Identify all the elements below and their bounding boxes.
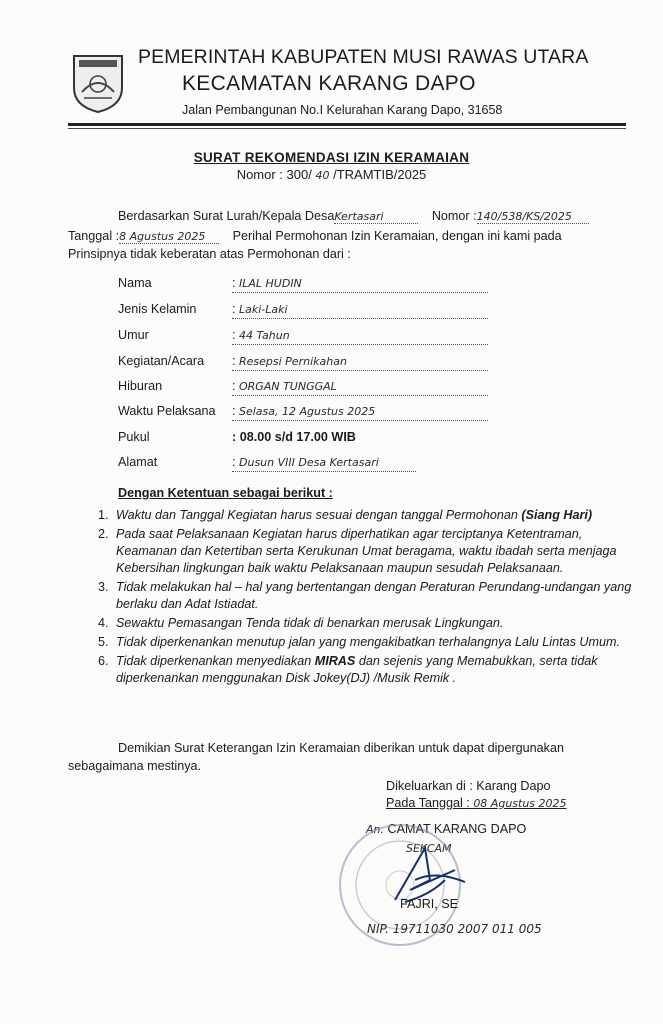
field-label-hiburan: Hiburan bbox=[118, 379, 163, 393]
letter-title: SURAT REKOMENDASI IZIN KERAMAIAN bbox=[193, 150, 470, 165]
signer-name: FAJRI, SE bbox=[400, 897, 459, 911]
kop-kecamatan: KECAMATAN KARANG DAPO bbox=[182, 72, 476, 95]
list-item: 3. Tidak melakukan hal – hal yang bertentangan dengan Peraturan Perundang-undangan yang berlaku dan Adat Istiadat. bbox=[98, 580, 632, 611]
pada-tanggal: Pada Tanggal : 08 Agustus 2025 bbox=[386, 796, 567, 810]
field-value-jenis-kelamin: : Laki-Laki bbox=[232, 302, 488, 319]
kop-address: Jalan Pembangunan No.I Kelurahan Karang Dapo, 31658 bbox=[182, 103, 503, 117]
field-value-waktu: : Selasa, 12 Agustus 2025 bbox=[232, 404, 488, 421]
kabupaten-emblem-logo bbox=[70, 52, 126, 114]
list-item: 2. Pada saat Pelaksanaan Kegiatan harus diperhatikan agar terciptanya Ketentraman, Keamanan dan Ketertiban serta Kerukunan Umat beragama, waktu ibadah serta menjaga Kebersihan lingkungan baik waktu Pelaksanaan maupun sesudah Pelaksanaan. bbox=[98, 527, 617, 575]
header-rule-thick bbox=[68, 123, 626, 126]
closing-line-2: sebagaimana mestinya. bbox=[68, 759, 202, 773]
signature-jabatan: An. CAMAT KARANG DAPO bbox=[366, 822, 527, 836]
field-value-kegiatan: : Resepsi Pernikahan bbox=[232, 354, 488, 371]
intro-line-2: Tanggal :8 Agustus 2025 Perihal Permohonan Izin Keramaian, dengan ini kami pada bbox=[68, 229, 562, 243]
dikeluarkan-di: Dikeluarkan di : Karang Dapo bbox=[386, 779, 551, 793]
list-item: 4. Sewaktu Pemasangan Tenda tidak di benarkan merusak Lingkungan. bbox=[98, 616, 504, 630]
field-value-umur: : 44 Tahun bbox=[232, 328, 488, 345]
field-label-waktu: Waktu Pelaksana bbox=[118, 404, 216, 418]
field-label-kegiatan: Kegiatan/Acara bbox=[118, 354, 205, 368]
intro-line-1: Berdasarkan Surat Lurah/Kepala DesaKertasari Nomor :140/538/KS/2025 bbox=[118, 209, 589, 224]
field-value-pukul: : 08.00 s/d 17.00 WIB bbox=[232, 430, 356, 444]
signer-nip: NIP. 19711030 2007 011 005 bbox=[367, 922, 542, 936]
signature-sekcam: SEKCAM bbox=[406, 842, 452, 855]
intro-line-3: Prinsipnya tidak keberatan atas Permohonan dari : bbox=[68, 247, 351, 261]
header-rule-thin bbox=[68, 128, 626, 129]
ketentuan-heading: Dengan Ketentuan sebagai berikut : bbox=[118, 486, 333, 500]
field-value-hiburan: : ORGAN TUNGGAL bbox=[232, 379, 488, 396]
list-item: 1. Waktu dan Tanggal Kegiatan harus sesuai dengan tanggal Permohonan (Siang Hari) bbox=[98, 508, 593, 522]
field-label-jenis-kelamin: Jenis Kelamin bbox=[118, 302, 197, 316]
list-item: 6. Tidak diperkenankan menyediakan MIRAS dan sejenis yang Memabukkan, serta tidak diperkenankan menggunakan Disk Jokey(DJ) /Musik Remik . bbox=[98, 654, 598, 685]
field-label-pukul: Pukul bbox=[118, 430, 150, 444]
field-value-nama: : ILAL HUDIN bbox=[232, 276, 488, 293]
field-value-alamat: : Dusun VIII Desa Kertasari bbox=[232, 455, 416, 472]
field-label-umur: Umur bbox=[118, 328, 149, 342]
field-label-nama: Nama bbox=[118, 276, 152, 290]
field-label-alamat: Alamat bbox=[118, 455, 158, 469]
tanggal-handwritten: 8 Agustus 2025 bbox=[119, 230, 206, 243]
desa-handwritten: Kertasari bbox=[334, 210, 384, 223]
surat-number-handwritten: 140/538/KS/2025 bbox=[476, 210, 572, 223]
closing-line-1: Demikian Surat Keterangan Izin Keramaian diberikan untuk dapat dipergunakan bbox=[118, 741, 564, 755]
letter-number: Nomor : 300/ 40 /TRAMTIB/2025 bbox=[236, 167, 427, 182]
ketentuan-list bbox=[98, 507, 638, 689]
list-item: 5. Tidak diperkenankan menutup jalan yang mengakibatkan terhalangnya Lalu Lintas Umum. bbox=[98, 635, 620, 649]
kop-pemerintah: PEMERINTAH KABUPATEN MUSI RAWAS UTARA bbox=[138, 46, 589, 68]
